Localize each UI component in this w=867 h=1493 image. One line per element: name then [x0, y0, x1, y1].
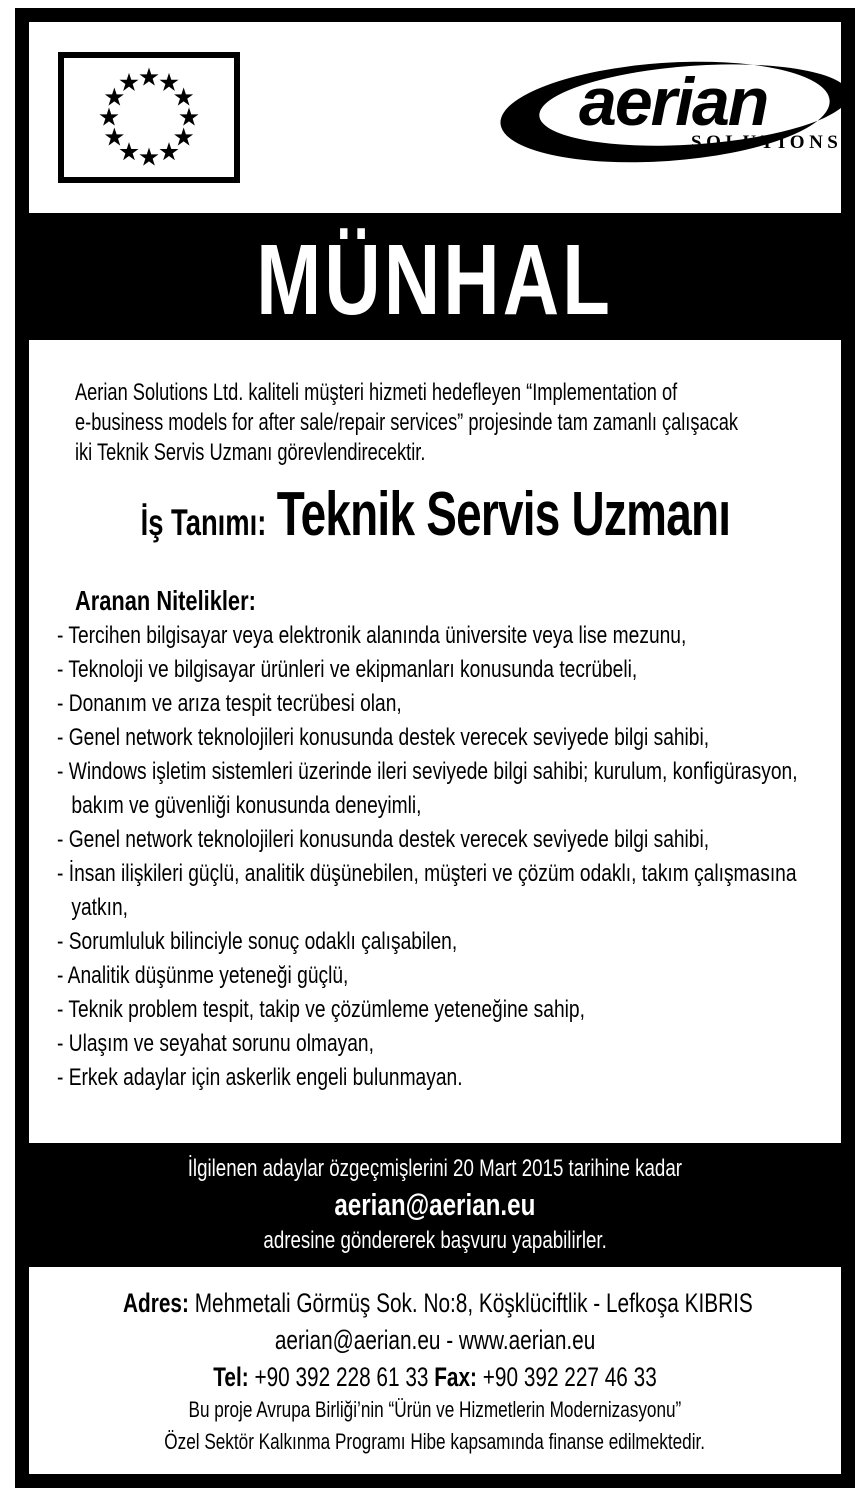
requirement-item: - Teknik problem tespit, takip ve çözümleme yeteneğine sahip,: [57, 996, 585, 1023]
munhal-banner: [29, 213, 841, 340]
intro-line: Aerian Solutions Ltd. kaliteli müşteri hizmeti hedefleyen “Implementation of: [75, 379, 678, 406]
address-text: Mehmetali Görmüş Sok. No:8, Köşklüciftlik - Lefkoşa KIBRIS: [194, 1288, 753, 1318]
requirement-item: - İnsan ilişkileri güçlü, analitik düşünebilen, müşteri ve çözüm odaklı, takım çalışmasına yatkın,: [57, 860, 797, 921]
job-title-heading: [29, 475, 841, 571]
contact-section: [29, 1285, 841, 1396]
web-text: aerian@aerian.eu - www.aerian.eu: [274, 1325, 596, 1355]
tel-number: +90 392 228 61 33: [254, 1362, 429, 1392]
job-label: İş Tanımı:: [140, 502, 266, 543]
funding-line: Özel Sektör Kalkınma Programı Hibe kapsamında finanse edilmektedir.: [164, 1429, 706, 1454]
tel-label: Tel:: [213, 1362, 249, 1392]
requirement-item: - Windows işletim sistemleri üzerinde ileri seviyede bilgi sahibi; kurulum, konfigürasyon, bakım ve güvenliği konusunda deneyimli,: [57, 758, 798, 819]
eu-flag-icon: [58, 52, 240, 183]
requirement-item: - Erkek adaylar için askerlik engeli bulunmayan.: [57, 1064, 463, 1091]
intro-line: e-business models for after sale/repair services” projesinde tam zamanlı çalışacak: [75, 409, 739, 436]
requirement-item: - Sorumluluk bilinciyle sonuç odaklı çalışabilen,: [57, 928, 458, 955]
funding-line: Bu proje Avrupa Birliği’nin “Ürün ve Hizmetlerin Modernizasyonu”: [188, 1397, 682, 1422]
requirement-item: - Tercihen bilgisayar veya elektronik alanında üniversite veya lise mezunu,: [57, 622, 687, 649]
job-title: Teknik Servis Uzmanı: [276, 480, 730, 549]
requirement-item: - Analitik düşünme yeteneği güçlü,: [57, 962, 349, 989]
requirement-item: - Genel network teknolojileri konusunda destek verecek seviyede bilgi sahibi,: [57, 826, 710, 853]
address-label: Adres:: [123, 1288, 189, 1318]
application-line-2: adresine göndererek başvuru yapabilirler.: [263, 1227, 607, 1254]
fax-label: Fax:: [434, 1362, 477, 1392]
requirements-heading: Aranan Nitelikler:: [75, 585, 256, 616]
brand-text: aerian: [579, 64, 768, 140]
aerian-logo: [495, 56, 841, 176]
intro-line: iki Teknik Servis Uzmanı görevlendirecektir.: [75, 439, 426, 466]
address-line: [29, 1285, 841, 1322]
requirement-item: - Genel network teknolojileri konusunda destek verecek seviyede bilgi sahibi,: [57, 724, 710, 751]
requirement-item: - Donanım ve arıza tespit tecrübesi olan,: [57, 690, 402, 717]
funding-note: [29, 1394, 841, 1458]
phone-line: [29, 1359, 841, 1396]
brand-subtext: SOLUTIONS: [691, 132, 843, 153]
poster-inner: [29, 22, 841, 1474]
application-banner: [29, 1143, 841, 1267]
poster-frame: [15, 8, 855, 1488]
banner-title: MÜNHAL: [256, 224, 614, 336]
application-email: aerian@aerian.eu: [334, 1187, 536, 1222]
requirement-item: - Ulaşım ve seyahat sorunu olmayan,: [57, 1030, 374, 1057]
web-line: [29, 1322, 841, 1359]
intro-paragraph: [75, 378, 867, 468]
requirement-item: - Teknoloji ve bilgisayar ürünleri ve ekipmanları konusunda tecrübeli,: [57, 656, 638, 683]
requirements-list: [57, 619, 817, 1095]
fax-number: +90 392 227 46 33: [482, 1362, 657, 1392]
application-line-1: İlgilenen adaylar özgeçmişlerini 20 Mart 2015 tarihine kadar: [187, 1155, 683, 1182]
